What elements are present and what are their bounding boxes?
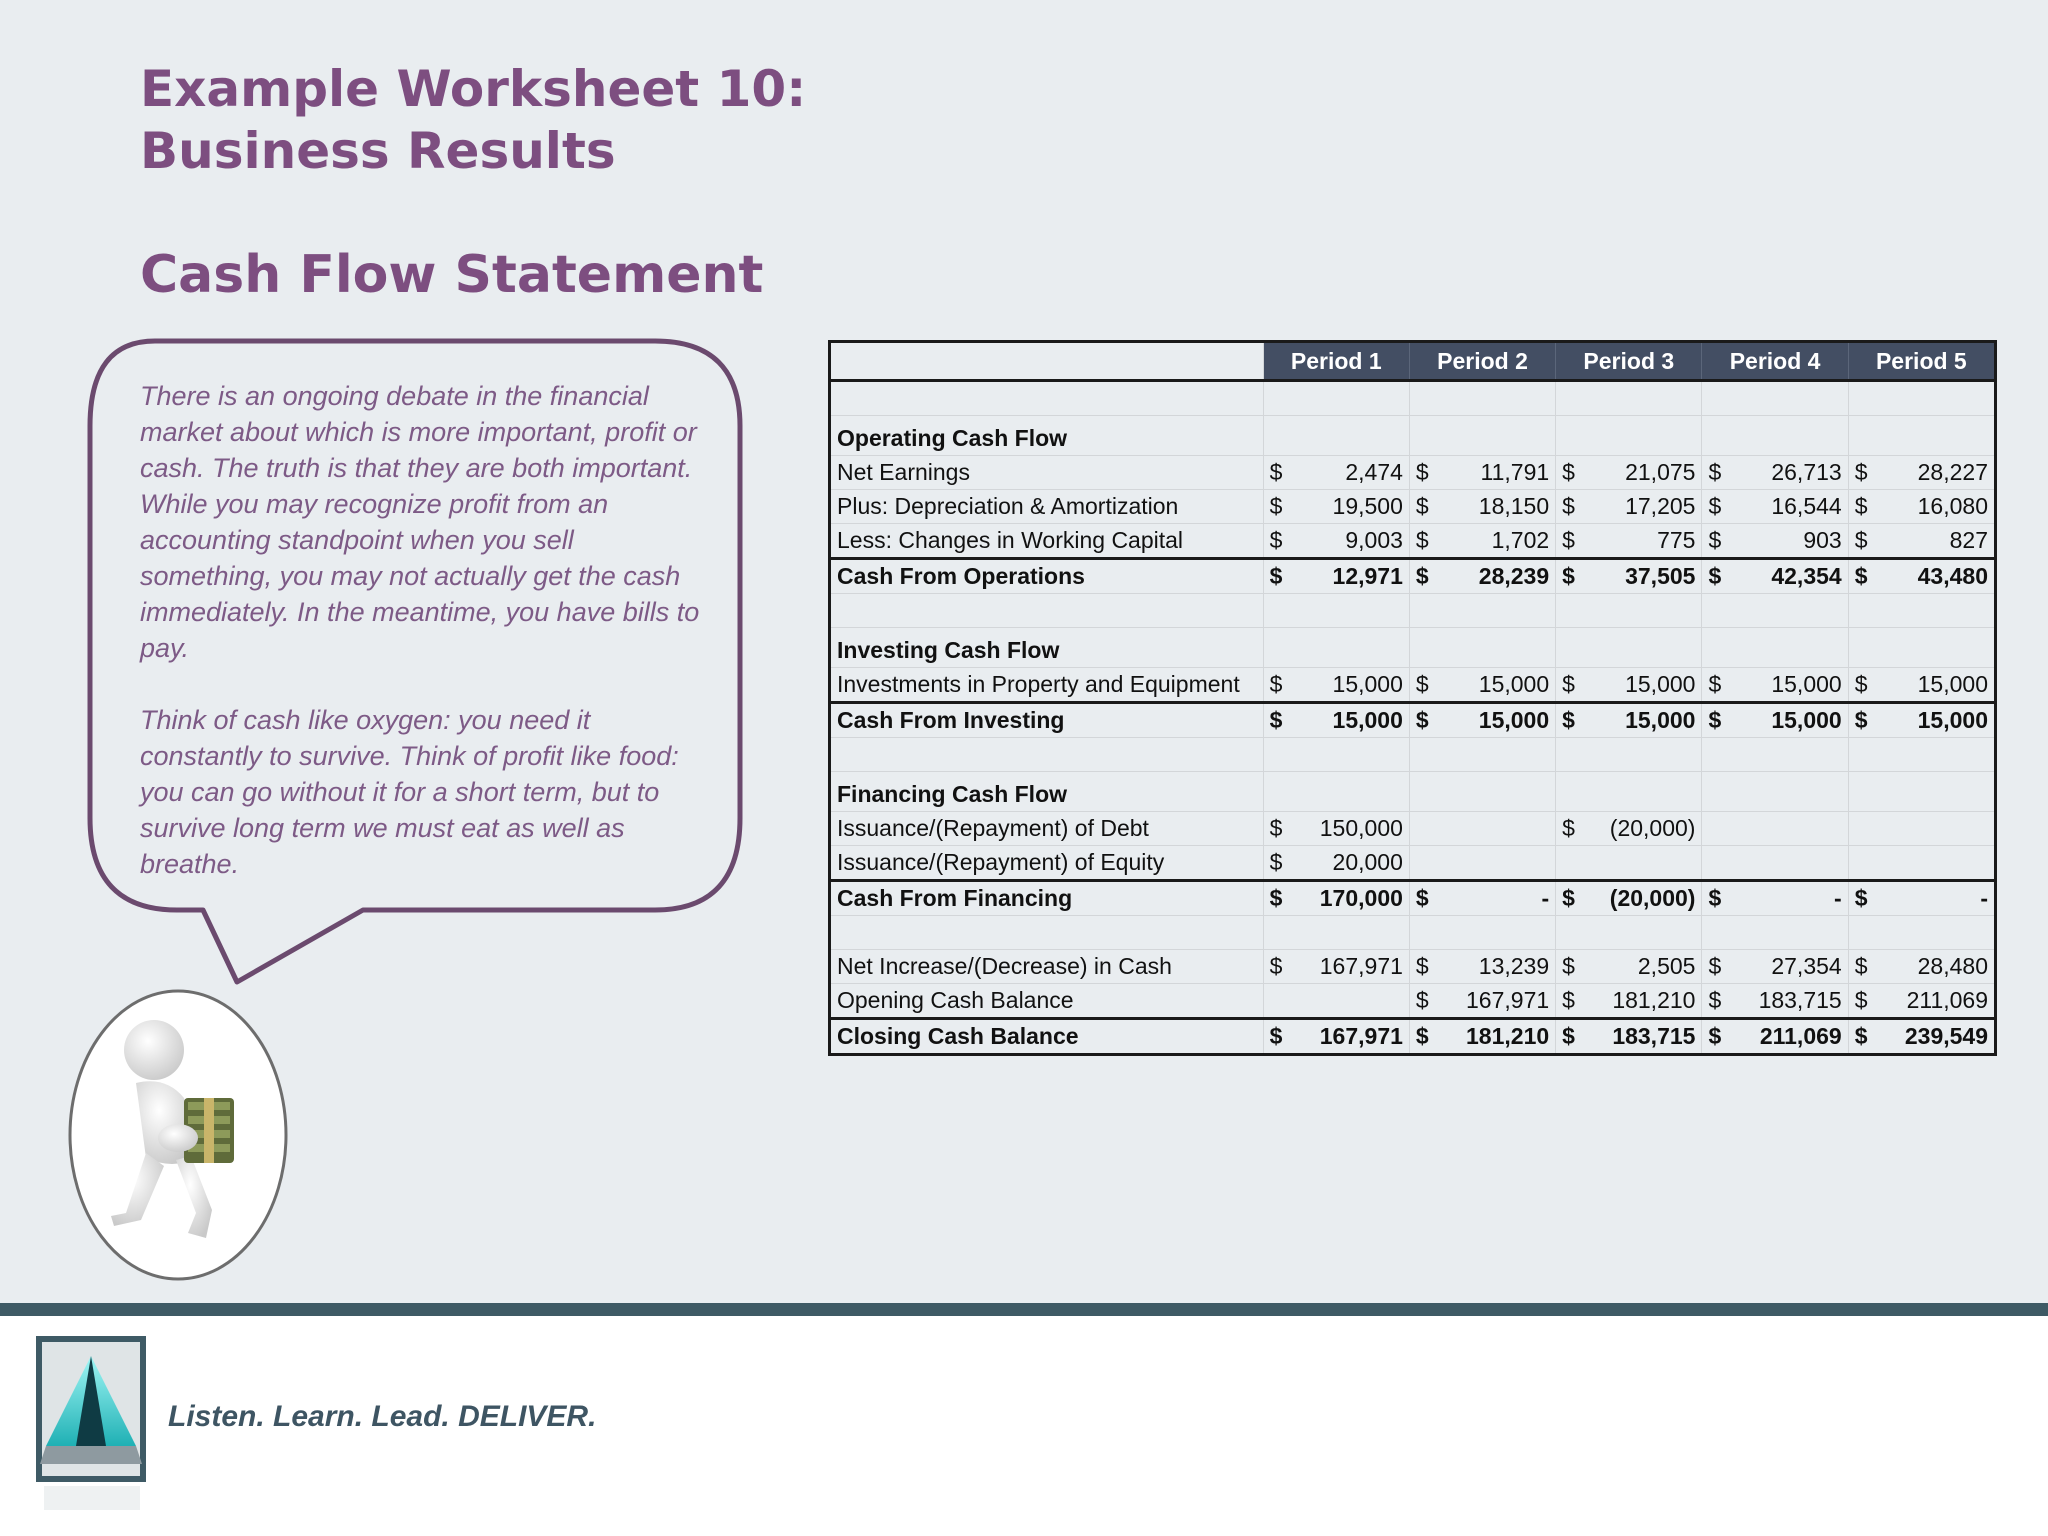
value-cell [1848, 524, 1995, 559]
bubble-paragraph-2: Think of cash like oxygen: you need it constantly to survive. Think of profit like food: you can go without it for a short term, but to survive long term we must eat as well as breathe. [140, 705, 679, 879]
value-cell [1556, 559, 1702, 594]
value-cell [1702, 456, 1848, 490]
value-amount: 15,000 [1332, 671, 1403, 697]
value-cell [1848, 950, 1995, 984]
currency-symbol: $ [1854, 1023, 1868, 1049]
row-label: Opening Cash Balance [830, 984, 1264, 1019]
value-amount: 21,075 [1625, 459, 1696, 485]
currency-symbol: $ [1708, 707, 1722, 733]
table-row [830, 703, 1996, 738]
value-amount: 211,069 [1906, 987, 1988, 1013]
value-amount: 37,505 [1625, 563, 1696, 589]
title-line-2: Business Results [140, 122, 616, 180]
pyramid-logo-icon [36, 1336, 154, 1514]
value-cell [1263, 703, 1409, 738]
currency-symbol: $ [1269, 885, 1283, 911]
currency-symbol: $ [1415, 671, 1429, 697]
header-blank [830, 342, 1264, 381]
value-cell [1263, 456, 1409, 490]
value-amount: 167,971 [1319, 953, 1403, 979]
value-amount: 181,210 [1612, 987, 1696, 1013]
table-row [830, 381, 1996, 416]
value-amount: 43,480 [1917, 563, 1988, 589]
value-cell [1409, 846, 1555, 881]
currency-symbol: $ [1415, 987, 1429, 1013]
currency-symbol: $ [1415, 1023, 1429, 1049]
table-row [830, 984, 1996, 1019]
row-label: Cash From Financing [830, 881, 1264, 916]
currency-symbol: $ [1708, 563, 1722, 589]
value-amount: 42,354 [1771, 563, 1842, 589]
currency-symbol: $ [1708, 527, 1722, 553]
row-label: Closing Cash Balance [830, 1019, 1264, 1055]
value-amount: 167,971 [1466, 987, 1550, 1013]
currency-symbol: $ [1562, 815, 1575, 841]
value-cell [1702, 1019, 1848, 1055]
value-cell [1263, 559, 1409, 594]
currency-symbol: $ [1854, 707, 1868, 733]
value-amount: 19,500 [1332, 493, 1403, 519]
value-amount: 183,715 [1612, 1023, 1696, 1049]
value-cell [1409, 950, 1555, 984]
value-cell [1702, 812, 1848, 846]
value-cell [1848, 490, 1995, 524]
value-cell [1848, 703, 1995, 738]
table-row [830, 456, 1996, 490]
value-amount: 28,227 [1917, 459, 1988, 485]
value-amount: 28,480 [1917, 953, 1988, 979]
currency-symbol: $ [1269, 707, 1283, 733]
currency-symbol: $ [1415, 563, 1429, 589]
currency-symbol: $ [1854, 493, 1868, 519]
value-cell [1702, 524, 1848, 559]
value-amount: 239,549 [1904, 1023, 1988, 1049]
row-label: Issuance/(Repayment) of Equity [830, 846, 1264, 881]
value-cell [1702, 950, 1848, 984]
value-cell [1556, 524, 1702, 559]
value-cell [1409, 984, 1555, 1019]
value-cell [1263, 881, 1409, 916]
value-cell [1702, 881, 1848, 916]
currency-symbol: $ [1854, 527, 1868, 553]
currency-symbol: $ [1415, 493, 1429, 519]
currency-symbol: $ [1269, 815, 1283, 841]
cash-flow-table [828, 340, 1997, 1056]
value-cell [1702, 559, 1848, 594]
currency-symbol: $ [1415, 885, 1429, 911]
row-label: Less: Changes in Working Capital [830, 524, 1264, 559]
value-cell [1263, 1019, 1409, 1055]
value-cell [1556, 881, 1702, 916]
value-amount: (20,000) [1609, 885, 1696, 911]
value-cell [1556, 846, 1702, 881]
currency-symbol: $ [1562, 987, 1575, 1013]
value-amount: - [1834, 885, 1842, 911]
currency-symbol: $ [1708, 987, 1722, 1013]
value-cell [1263, 524, 1409, 559]
value-amount: 26,713 [1771, 459, 1842, 485]
value-cell [1848, 846, 1995, 881]
table-row [830, 524, 1996, 559]
value-cell [1848, 668, 1995, 703]
value-cell [1556, 456, 1702, 490]
value-amount: 167,971 [1319, 1023, 1403, 1049]
page-title [140, 58, 806, 182]
header-period-2: Period 2 [1409, 342, 1555, 381]
currency-symbol: $ [1854, 987, 1868, 1013]
currency-symbol: $ [1562, 885, 1575, 911]
currency-symbol: $ [1708, 885, 1722, 911]
currency-symbol: $ [1708, 671, 1722, 697]
table-row [830, 668, 1996, 703]
currency-symbol: $ [1562, 527, 1575, 553]
value-amount: (20,000) [1609, 815, 1696, 841]
value-cell [1556, 950, 1702, 984]
value-cell [1263, 812, 1409, 846]
person-carrying-cash-icon [66, 988, 291, 1283]
value-cell [1556, 703, 1702, 738]
financing-section-title: Financing Cash Flow [830, 772, 1264, 812]
table-row [830, 772, 1996, 812]
value-cell [1702, 984, 1848, 1019]
footer-band [0, 1303, 2048, 1316]
value-cell [1848, 812, 1995, 846]
value-cell [1702, 703, 1848, 738]
operating-section-title: Operating Cash Flow [830, 416, 1264, 456]
title-line-1: Example Worksheet 10: [140, 60, 807, 118]
value-cell [1556, 812, 1702, 846]
value-cell [1702, 846, 1848, 881]
currency-symbol: $ [1269, 527, 1283, 553]
table-row [830, 881, 1996, 916]
currency-symbol: $ [1562, 953, 1575, 979]
currency-symbol: $ [1269, 953, 1283, 979]
value-cell [1556, 668, 1702, 703]
value-amount: 15,000 [1771, 707, 1842, 733]
currency-symbol: $ [1708, 493, 1722, 519]
table-row [830, 738, 1996, 772]
value-amount: 2,474 [1345, 459, 1403, 485]
currency-symbol: $ [1415, 459, 1429, 485]
value-cell [1263, 846, 1409, 881]
value-cell [1409, 703, 1555, 738]
table-row [830, 416, 1996, 456]
value-amount: 170,000 [1319, 885, 1403, 911]
currency-symbol: $ [1854, 953, 1868, 979]
row-label: Cash From Operations [830, 559, 1264, 594]
value-cell [1848, 984, 1995, 1019]
value-cell [1409, 559, 1555, 594]
value-cell [1848, 559, 1995, 594]
value-cell [1702, 668, 1848, 703]
currency-symbol: $ [1415, 953, 1429, 979]
currency-symbol: $ [1562, 493, 1575, 519]
currency-symbol: $ [1269, 849, 1283, 875]
header-period-5: Period 5 [1848, 342, 1995, 381]
value-amount: 211,069 [1759, 1023, 1842, 1049]
value-amount: 1,702 [1491, 527, 1550, 553]
value-amount: 183,715 [1758, 987, 1842, 1013]
row-label: Issuance/(Repayment) of Debt [830, 812, 1264, 846]
currency-symbol: $ [1269, 563, 1283, 589]
value-cell [1848, 881, 1995, 916]
value-cell [1409, 668, 1555, 703]
currency-symbol: $ [1415, 707, 1429, 733]
table-row [830, 594, 1996, 628]
currency-symbol: $ [1708, 459, 1722, 485]
value-cell [1263, 668, 1409, 703]
value-amount: 903 [1803, 527, 1842, 553]
table-row [830, 559, 1996, 594]
tagline: Listen. Learn. Lead. DELIVER. [168, 1400, 597, 1433]
currency-symbol: $ [1854, 459, 1868, 485]
value-amount: 15,000 [1771, 671, 1842, 697]
value-amount: 27,354 [1771, 953, 1842, 979]
value-amount: 16,544 [1771, 493, 1842, 519]
bubble-paragraph-1: There is an ongoing debate in the financial market about which is more important, profit or cash. The truth is that they are both important. While you may recognize profit from an accounting standpoint when you sell something, you may not actually get the cash immediately. In the meantime, you have bills to pay. [140, 381, 700, 663]
page-subtitle: Cash Flow Statement [140, 245, 764, 305]
currency-symbol: $ [1854, 671, 1868, 697]
value-cell [1409, 524, 1555, 559]
value-amount: 13,239 [1478, 953, 1550, 979]
value-amount: 17,205 [1625, 493, 1696, 519]
value-amount: 150,000 [1319, 815, 1403, 841]
currency-symbol: $ [1269, 493, 1283, 519]
header-period-4: Period 4 [1702, 342, 1848, 381]
value-amount: 20,000 [1332, 849, 1403, 875]
value-amount: 775 [1657, 527, 1696, 553]
table-row [830, 846, 1996, 881]
table-row [830, 950, 1996, 984]
currency-symbol: $ [1562, 563, 1575, 589]
value-cell [1556, 490, 1702, 524]
currency-symbol: $ [1269, 671, 1283, 697]
value-amount: 28,239 [1478, 563, 1550, 589]
row-label: Plus: Depreciation & Amortization [830, 490, 1264, 524]
value-amount: 827 [1949, 527, 1988, 553]
currency-symbol: $ [1562, 459, 1575, 485]
value-amount: 12,971 [1332, 563, 1403, 589]
header-period-3: Period 3 [1556, 342, 1702, 381]
value-cell [1409, 812, 1555, 846]
value-cell [1409, 1019, 1555, 1055]
currency-symbol: $ [1562, 671, 1575, 697]
value-cell [1409, 881, 1555, 916]
currency-symbol: $ [1269, 1023, 1283, 1049]
currency-symbol: $ [1269, 459, 1283, 485]
value-amount: 15,000 [1625, 671, 1696, 697]
value-cell [1702, 490, 1848, 524]
value-cell [1409, 456, 1555, 490]
table-row [830, 916, 1996, 950]
value-amount: 15,000 [1625, 707, 1696, 733]
table-row [830, 490, 1996, 524]
bubble-text [140, 378, 700, 918]
value-amount: 11,791 [1480, 459, 1550, 485]
value-amount: - [1541, 885, 1550, 911]
value-cell [1848, 456, 1995, 490]
row-label: Investments in Property and Equipment [830, 668, 1264, 703]
investing-section-title: Investing Cash Flow [830, 628, 1264, 668]
value-amount: 9,003 [1345, 527, 1403, 553]
currency-symbol: $ [1562, 707, 1575, 733]
currency-symbol: $ [1415, 527, 1429, 553]
currency-symbol: $ [1562, 1023, 1575, 1049]
value-cell [1263, 490, 1409, 524]
value-amount: 18,150 [1478, 493, 1550, 519]
currency-symbol: $ [1708, 1023, 1722, 1049]
value-amount: 15,000 [1917, 707, 1988, 733]
value-amount: 181,210 [1466, 1023, 1550, 1049]
header-period-1: Period 1 [1263, 342, 1409, 381]
currency-symbol: $ [1854, 885, 1868, 911]
value-cell [1556, 1019, 1702, 1055]
currency-symbol: $ [1854, 563, 1868, 589]
value-amount: 15,000 [1478, 671, 1550, 697]
table-row [830, 628, 1996, 668]
value-cell [1263, 984, 1409, 1019]
value-cell [1556, 984, 1702, 1019]
value-amount: 15,000 [1917, 671, 1988, 697]
value-amount: 16,080 [1917, 493, 1988, 519]
value-amount: 15,000 [1332, 707, 1403, 733]
value-amount: - [1980, 885, 1988, 911]
value-amount: 2,505 [1637, 953, 1696, 979]
row-label: Net Increase/(Decrease) in Cash [830, 950, 1264, 984]
value-cell [1848, 1019, 1995, 1055]
value-cell [1409, 490, 1555, 524]
table-row [830, 1019, 1996, 1055]
row-label: Cash From Investing [830, 703, 1264, 738]
value-cell [1263, 950, 1409, 984]
value-amount: 15,000 [1478, 707, 1550, 733]
table-row [830, 812, 1996, 846]
currency-symbol: $ [1708, 953, 1722, 979]
row-label: Net Earnings [830, 456, 1264, 490]
